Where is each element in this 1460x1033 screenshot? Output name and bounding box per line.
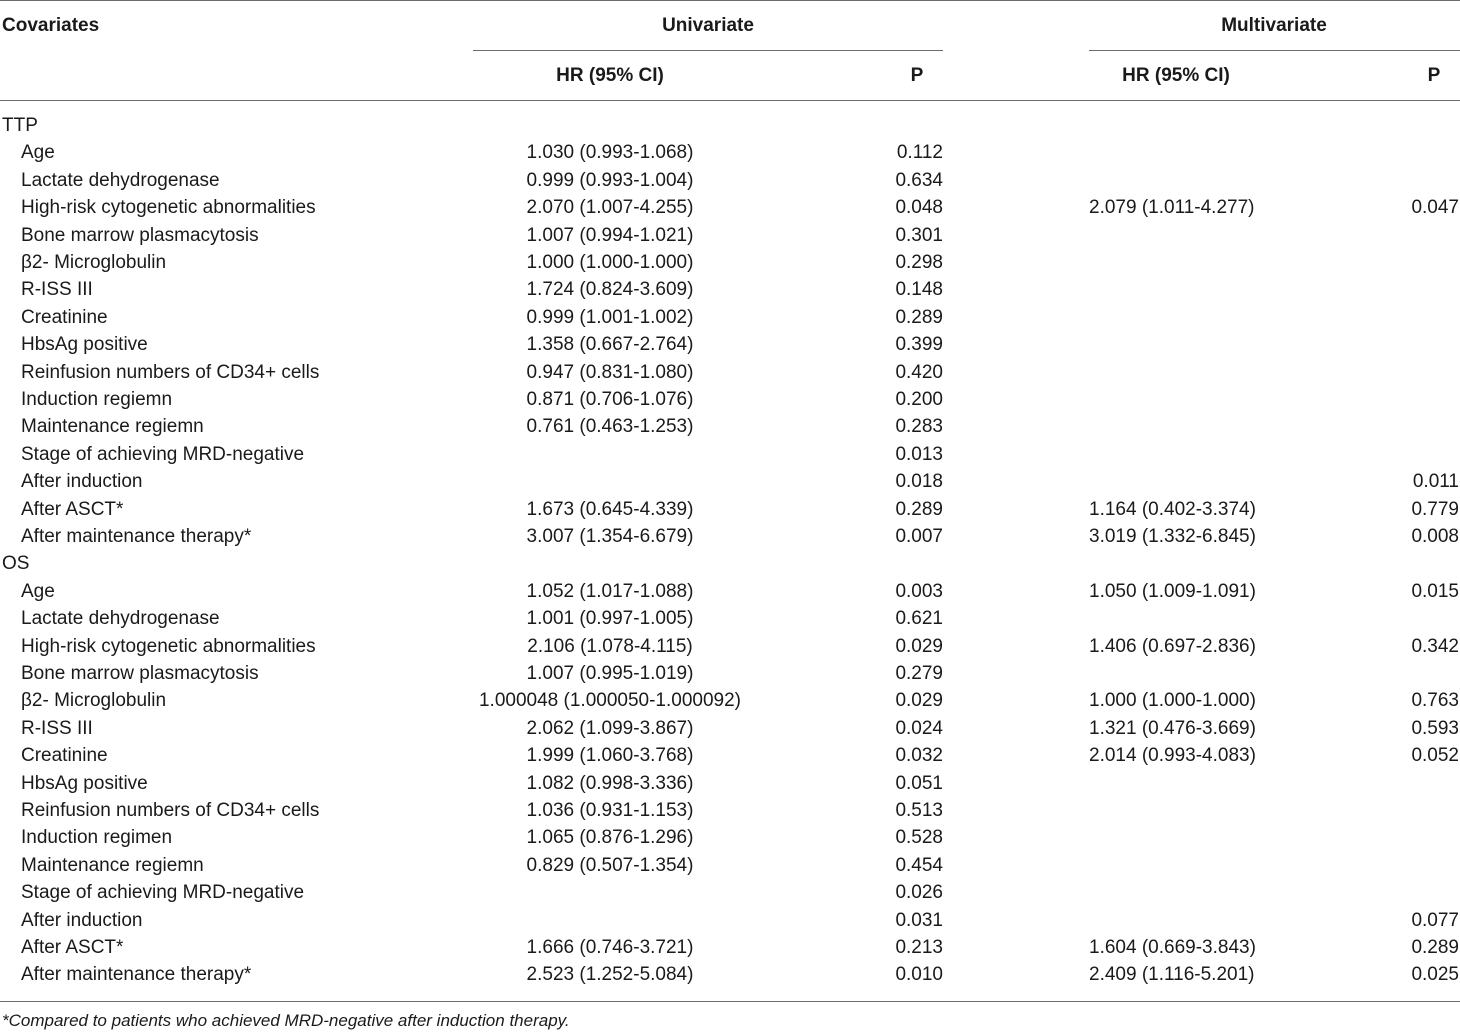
univariate-p: 0.454 (895, 855, 943, 876)
multivariate-hr: 1.406 (0.697-2.836) (1089, 636, 1256, 657)
covariate-name: Induction regimen (21, 827, 173, 848)
univariate-p: 0.051 (895, 773, 943, 794)
header-multi-p: P (1427, 65, 1441, 86)
covariate-name: Lactate dehydrogenase (21, 608, 220, 629)
header-univariate: Univariate (662, 15, 754, 36)
multivariate-p: 0.047 (1411, 197, 1459, 218)
univariate-hr: 1.030 (0.993-1.068) (526, 142, 694, 163)
univariate-hr: 1.000 (1.000-1.000) (526, 252, 694, 273)
univariate-p: 0.634 (895, 170, 943, 191)
univariate-hr: 1.007 (0.994-1.021) (526, 225, 694, 246)
covariate-name: Bone marrow plasmacytosis (21, 225, 259, 246)
univariate-hr: 1.358 (0.667-2.764) (526, 334, 694, 355)
multivariate-hr: 2.079 (1.011-4.277) (1089, 197, 1255, 218)
univariate-p: 0.289 (895, 499, 943, 520)
univariate-hr: 1.999 (1.060-3.768) (526, 745, 694, 766)
multivariate-p: 0.763 (1411, 690, 1459, 711)
group-label: OS (2, 553, 30, 574)
univariate-hr: 0.947 (0.831-1.080) (526, 362, 694, 383)
univariate-p: 0.298 (895, 252, 943, 273)
covariate-name: β2- Microglobulin (21, 252, 167, 273)
multivariate-hr: 1.604 (0.669-3.843) (1089, 937, 1256, 958)
table-footnote: *Compared to patients who achieved MRD-negative after induction therapy. (2, 1011, 570, 1030)
univariate-p: 0.112 (896, 142, 943, 163)
covariate-name: Maintenance regiemn (21, 416, 204, 437)
covariate-name: After ASCT* (21, 937, 124, 958)
multivariate-p: 0.052 (1411, 745, 1459, 766)
covariate-name: Age (21, 581, 55, 602)
univariate-p: 0.024 (895, 718, 943, 739)
multivariate-hr: 2.409 (1.116-5.201) (1089, 964, 1255, 985)
covariate-name: Maintenance regiemn (21, 855, 204, 876)
header-bottom-rule (0, 100, 1460, 101)
univariate-hr: 2.062 (1.099-3.867) (526, 718, 694, 739)
univariate-p: 0.213 (895, 937, 943, 958)
covariate-name: Age (21, 142, 55, 163)
covariate-name: Creatinine (21, 745, 108, 766)
header-uni-hr: HR (95% CI) (556, 65, 664, 86)
covariate-name: Reinfusion numbers of CD34+ cells (21, 362, 320, 383)
univariate-hr: 2.523 (1.252-5.084) (526, 964, 694, 985)
multivariate-p: 0.011 (1412, 471, 1459, 492)
univariate-hr: 0.761 (0.463-1.253) (526, 416, 694, 437)
univariate-hr: 2.070 (1.007-4.255) (526, 197, 694, 218)
univariate-p: 0.013 (895, 444, 943, 465)
univariate-hr: 1.673 (0.645-4.339) (526, 499, 694, 520)
univariate-hr: 0.999 (1.001-1.002) (526, 307, 694, 328)
univariate-p: 0.283 (895, 416, 943, 437)
univariate-hr: 1.007 (0.995-1.019) (526, 663, 694, 684)
covariate-name: After induction (21, 471, 143, 492)
covariate-name: After maintenance therapy* (21, 964, 252, 985)
univariate-hr: 1.000048 (1.000050-1.000092) (478, 690, 742, 711)
multivariate-p: 0.008 (1411, 526, 1459, 547)
multivariate-underline (1089, 50, 1460, 51)
univariate-hr: 0.999 (0.993-1.004) (526, 170, 694, 191)
multivariate-p: 0.779 (1411, 499, 1459, 520)
univariate-hr: 0.829 (0.507-1.354) (526, 855, 694, 876)
covariate-name: High-risk cytogenetic abnormalities (21, 197, 316, 218)
multivariate-hr: 1.321 (0.476-3.669) (1089, 718, 1256, 739)
covariate-name: HbsAg positive (21, 334, 148, 355)
univariate-p: 0.621 (895, 608, 943, 629)
univariate-p: 0.528 (895, 827, 943, 848)
univariate-hr: 1.082 (0.998-3.336) (526, 773, 694, 794)
multivariate-hr: 1.050 (1.009-1.091) (1089, 581, 1256, 602)
univariate-p: 0.010 (895, 964, 943, 985)
covariate-name: After induction (21, 910, 143, 931)
multivariate-hr: 1.164 (0.402-3.374) (1089, 499, 1256, 520)
univariate-p: 0.301 (895, 225, 943, 246)
covariate-name: Stage of achieving MRD-negative (21, 444, 305, 465)
univariate-underline (473, 50, 943, 51)
table-bottom-rule (0, 1001, 1460, 1002)
univariate-hr: 2.106 (1.078-4.115) (527, 636, 693, 657)
multivariate-p: 0.342 (1411, 636, 1459, 657)
group-label: TTP (2, 115, 38, 136)
covariate-name: Lactate dehydrogenase (21, 170, 220, 191)
univariate-hr: 0.871 (0.706-1.076) (526, 389, 694, 410)
covariate-name: Bone marrow plasmacytosis (21, 663, 259, 684)
univariate-p: 0.026 (895, 882, 943, 903)
univariate-p: 0.048 (895, 197, 943, 218)
covariate-name: HbsAg positive (21, 773, 148, 794)
header-uni-p: P (910, 65, 924, 86)
header-covariates: Covariates (2, 15, 100, 36)
covariate-name: After maintenance therapy* (21, 526, 252, 547)
univariate-p: 0.003 (895, 581, 943, 602)
multivariate-hr: 1.000 (1.000-1.000) (1089, 690, 1256, 711)
univariate-p: 0.279 (895, 663, 943, 684)
univariate-hr: 1.724 (0.824-3.609) (526, 279, 694, 300)
covariate-name: After ASCT* (21, 499, 124, 520)
univariate-hr: 1.001 (0.997-1.005) (526, 608, 694, 629)
multivariate-p: 0.077 (1411, 910, 1459, 931)
covariate-name: R-ISS III (21, 718, 93, 739)
header-multivariate: Multivariate (1221, 15, 1327, 36)
multivariate-p: 0.015 (1411, 581, 1459, 602)
univariate-hr: 1.052 (1.017-1.088) (526, 581, 694, 602)
univariate-p: 0.399 (895, 334, 943, 355)
univariate-p: 0.420 (895, 362, 943, 383)
multivariate-p: 0.025 (1411, 964, 1459, 985)
covariate-name: Stage of achieving MRD-negative (21, 882, 305, 903)
univariate-p: 0.289 (895, 307, 943, 328)
univariate-p: 0.200 (895, 389, 943, 410)
multivariate-hr: 2.014 (0.993-4.083) (1089, 745, 1256, 766)
univariate-hr: 1.065 (0.876-1.296) (526, 827, 694, 848)
covariate-name: Induction regiemn (21, 389, 173, 410)
univariate-hr: 1.666 (0.746-3.721) (526, 937, 694, 958)
multivariate-p: 0.593 (1411, 718, 1459, 739)
covariate-name: High-risk cytogenetic abnormalities (21, 636, 316, 657)
covariate-name: β2- Microglobulin (21, 690, 167, 711)
univariate-p: 0.513 (895, 800, 943, 821)
covariate-name: Reinfusion numbers of CD34+ cells (21, 800, 320, 821)
multivariate-p: 0.289 (1411, 937, 1459, 958)
univariate-p: 0.029 (895, 690, 943, 711)
univariate-p: 0.018 (895, 471, 943, 492)
univariate-hr: 1.036 (0.931-1.153) (526, 800, 694, 821)
table-top-rule (0, 0, 1460, 1)
univariate-p: 0.148 (895, 279, 943, 300)
header-multi-hr: HR (95% CI) (1122, 65, 1230, 86)
multivariate-hr: 3.019 (1.332-6.845) (1089, 526, 1256, 547)
univariate-p: 0.031 (895, 910, 943, 931)
covariate-name: R-ISS III (21, 279, 93, 300)
covariate-name: Creatinine (21, 307, 108, 328)
univariate-p: 0.029 (895, 636, 943, 657)
univariate-hr: 3.007 (1.354-6.679) (526, 526, 694, 547)
univariate-p: 0.007 (895, 526, 943, 547)
univariate-p: 0.032 (895, 745, 943, 766)
